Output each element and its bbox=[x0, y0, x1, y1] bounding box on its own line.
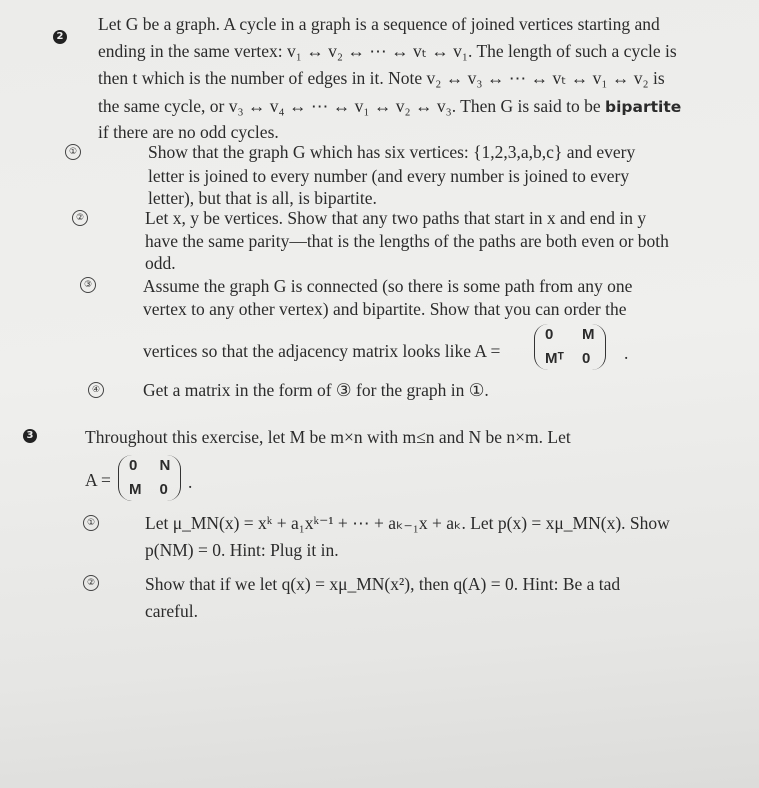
intro-line: Throughout this exercise, let M be m×n with m≤n and N be n×m. Let bbox=[85, 427, 571, 447]
item-marker: ④ bbox=[88, 382, 104, 398]
intro-text: the same cycle, or v₃ ↔ v₄ ↔ ⋯ ↔ v₁ ↔ v₂ ↔ v₃. Then G is said to be bbox=[98, 96, 605, 116]
item-line: odd. bbox=[145, 253, 176, 273]
matrix-entry: Mᵀ bbox=[545, 350, 564, 367]
intro-line: then t which is the number of edges in it. Note v₂ ↔ v₃ ↔ ⋯ ↔ vₜ ↔ v₁ ↔ v₂ is bbox=[98, 68, 665, 88]
item-marker: ③ bbox=[80, 277, 96, 293]
item-line: letter is joined to every number (and every number is joined to every bbox=[148, 166, 630, 186]
item-line: p(NM) = 0. Hint: Plug it in. bbox=[145, 540, 339, 560]
item-line: Show that if we let q(x) = xμ_MN(x²), then q(A) = 0. Hint: Be a tad bbox=[145, 574, 621, 594]
a-label: A = bbox=[85, 470, 111, 490]
matrix-entry: 0 bbox=[582, 350, 591, 367]
matrix-entry: 0 bbox=[129, 457, 138, 474]
item-line: vertex to any other vertex) and bipartite. Show that you can order the bbox=[143, 299, 627, 319]
problem-2-marker: 2 bbox=[53, 30, 67, 44]
item-marker: ② bbox=[72, 210, 88, 226]
matrix-entry: 0 bbox=[159, 481, 168, 498]
item-line: Let μ_MN(x) = xᵏ + a₁xᵏ⁻¹ + ⋯ + aₖ₋₁x + aₖ. Let p(x) = xμ_MN(x). Show bbox=[145, 513, 670, 533]
matrix-entry: N bbox=[159, 457, 171, 474]
period: . bbox=[188, 472, 193, 492]
intro-line: ending in the same vertex: v₁ ↔ v₂ ↔ ⋯ ↔ vₜ ↔ v₁. The length of such a cycle is bbox=[98, 41, 677, 61]
item-line: have the same parity—that is the lengths of the paths are both even or both bbox=[145, 231, 669, 251]
block-matrix bbox=[118, 455, 181, 501]
item-line: vertices so that the adjacency matrix looks like A = bbox=[143, 341, 501, 361]
intro-line: if there are no odd cycles. bbox=[98, 122, 279, 142]
item-marker: ② bbox=[83, 575, 99, 591]
item-line: Show that the graph G which has six vertices: {1,2,3,a,b,c} and every bbox=[148, 142, 636, 162]
intro-line: Let G be a graph. A cycle in a graph is a sequence of joined vertices starting and bbox=[98, 14, 660, 34]
period: . bbox=[624, 343, 629, 363]
block-matrix bbox=[534, 324, 606, 370]
intro-line bbox=[98, 96, 681, 117]
item-line: letter), but that is all, is bipartite. bbox=[148, 188, 377, 208]
matrix-entry: 0 bbox=[545, 326, 554, 343]
item-line: Assume the graph G is connected (so there is some path from any one bbox=[143, 276, 633, 296]
matrix-entry: M bbox=[582, 326, 595, 343]
bipartite-term: bipartite bbox=[604, 98, 682, 116]
item-marker: ① bbox=[65, 144, 81, 160]
problem-3-marker: 3 bbox=[23, 429, 37, 443]
item-line: Let x, y be vertices. Show that any two paths that start in x and end in y bbox=[145, 208, 647, 228]
item-line: careful. bbox=[145, 601, 198, 621]
item-marker: ① bbox=[83, 515, 99, 531]
item-line: Get a matrix in the form of ③ for the graph in ①. bbox=[143, 380, 489, 400]
matrix-entry: M bbox=[129, 481, 142, 498]
